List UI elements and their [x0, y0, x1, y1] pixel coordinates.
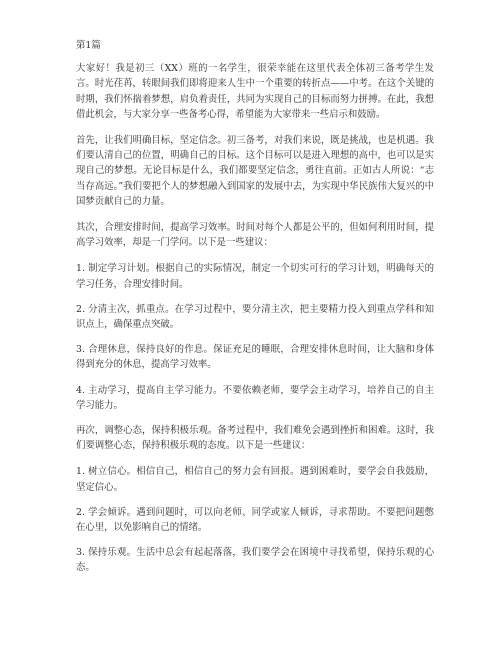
list-item-paragraph: 2. 学会倾诉。遇到问题时，可以向老师、同学或家人倾诉，寻求帮助。不要把问题憋在心里，以免影响自己的情绪。: [76, 506, 434, 534]
list-item-paragraph: 2. 分清主次，抓重点。在学习过程中，要分清主次，把主要精力投入到重点学科和知识点上，确保重点突破。: [76, 303, 434, 331]
paragraph: 再次，调整心态，保持积极乐观。备考过程中，我们难免会遇到挫折和困难。这时，我们要调整心态，保持积极乐观的态度。以下是一些建议：: [76, 425, 434, 452]
list-item-paragraph: 4. 主动学习，提高自主学习能力。不要依赖老师，要学会主动学习，培养自己的自主学习能力。: [76, 384, 434, 411]
document-body: [76, 61, 434, 575]
paragraph: 大家好！我是初三（XX）班的一名学生，很荣幸能在这里代表全体初三备考学生发言。时光荏苒，转眼间我们即将迎来人生中一个重要的转折点——中考。在这个关键的时期，我们怀揣着梦想，肩负着责任，共同为实现自己的目标而努力拼搏。在此，我想借此机会，与大家分享一些备考心得，希望能为大家带来一些启示和鼓励。: [76, 63, 434, 120]
list-item-paragraph: 1. 制定学习计划。根据自己的实际情况，制定一个切实可行的学习计划，明确每天的学习任务，合理安排时间。: [76, 263, 434, 290]
document-heading: 第1篇: [76, 40, 101, 51]
list-item-paragraph: 3. 保持乐观。生活中总会有起起落落，我们要学会在困境中寻找希望，保持乐观的心态。: [76, 547, 434, 574]
paragraph: 其次，合理安排时间，提高学习效率。时间对每个人都是公平的，但如何利用时间，提高学习效率，却是一门学问。以下是一些建议：: [76, 222, 434, 249]
paragraph: 首先，让我们明确目标，坚定信念。初三备考，对我们来说，既是挑战，也是机遇。我们要认清自己的位置，明确自己的目标。这个目标可以是进入理想的高中，也可以是实现自己的梦想。无论目标是什么，我们都要坚定信念，勇往直前。正如古人所说：“志当存高远。”我们要把个人的梦想融入到国家的发展中去，为实现中华民族伟大复兴的中国梦贡献自己的力量。: [76, 135, 434, 207]
list-item-paragraph: 3. 合理休息，保持良好的作息。保证充足的睡眠，合理安排休息时间，让大脑和身体得到充分的休息，提高学习效率。: [76, 344, 434, 371]
list-item-paragraph: 1. 树立信心。相信自己，相信自己的努力会有回报。遇到困难时，要学会自我鼓励，坚定信心。: [76, 466, 434, 493]
